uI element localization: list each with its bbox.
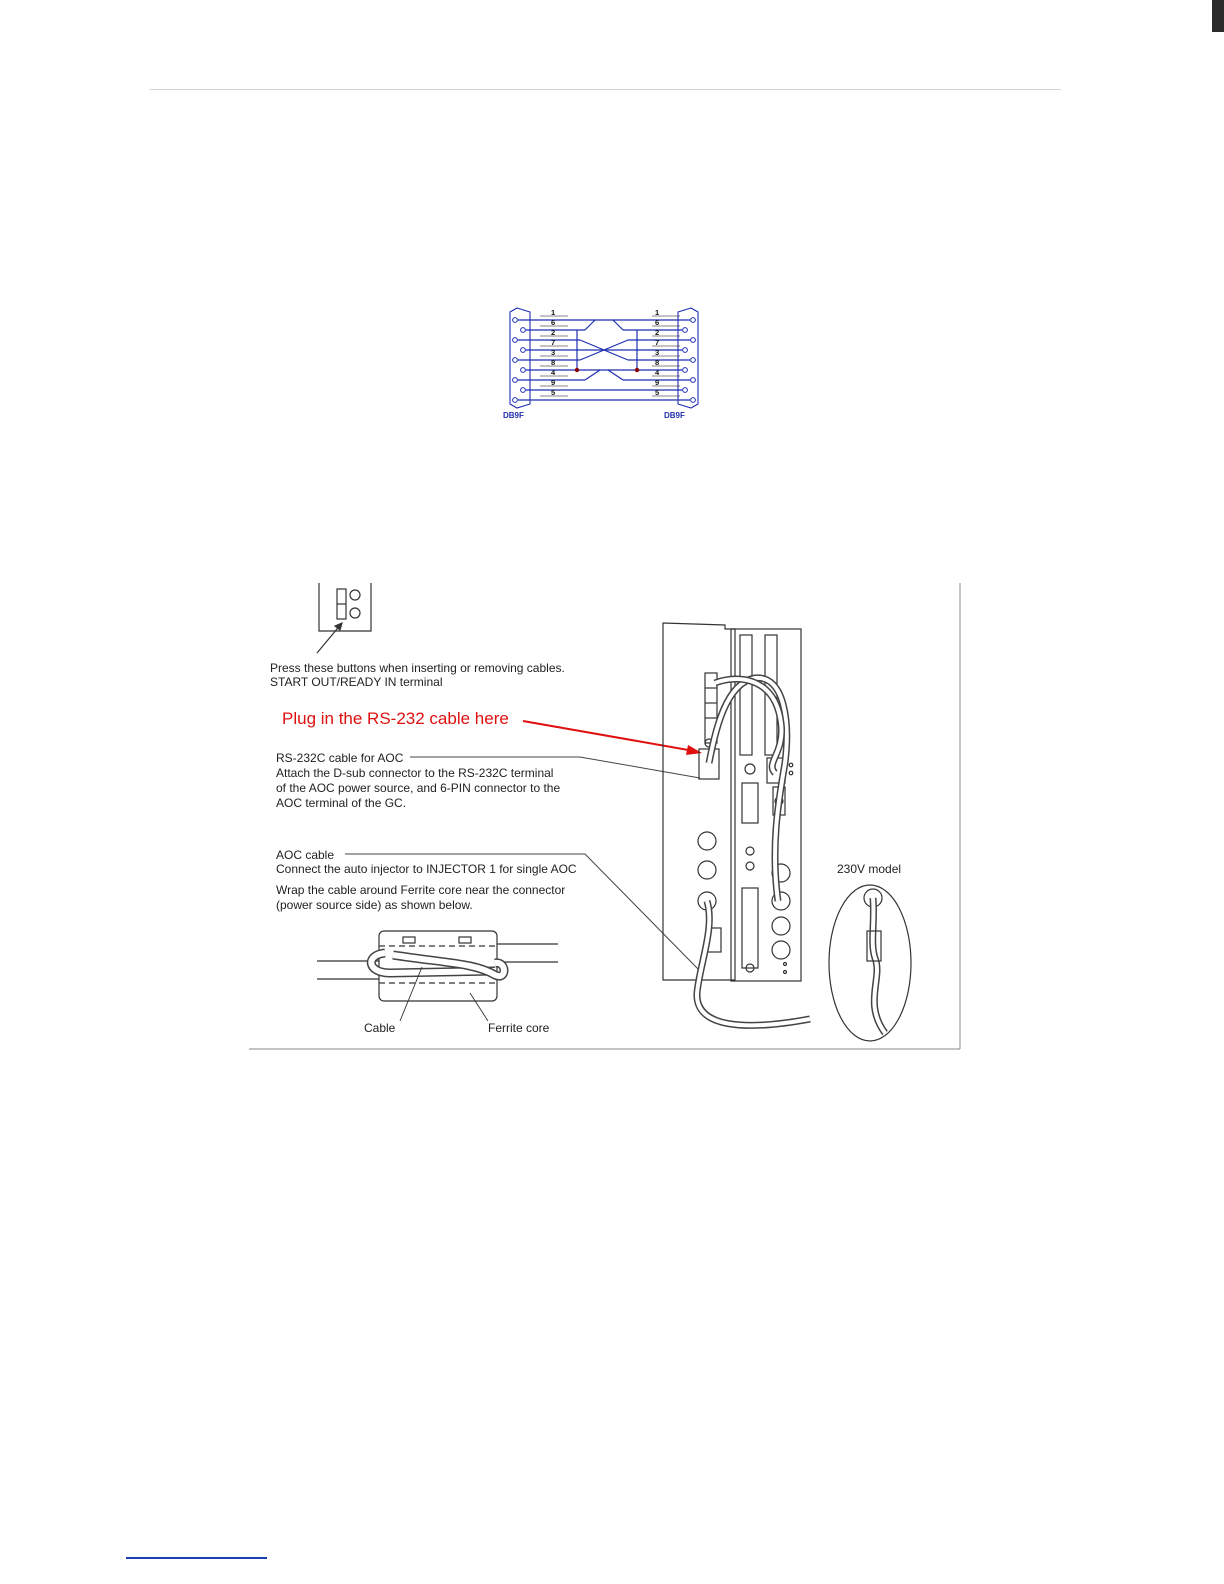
- buttons-note-line2: START OUT/READY IN terminal: [270, 675, 443, 689]
- left-connector-label: DB9F: [503, 411, 524, 420]
- right-pin-label: 4: [655, 368, 660, 377]
- left-pin-label: 4: [551, 368, 556, 377]
- header-rule: [150, 89, 1061, 90]
- gc-cable-installation-diagram: [245, 583, 965, 1051]
- buttons-note-line1: Press these buttons when inserting or removing cables.: [270, 661, 565, 675]
- right-pin-label: 3: [655, 348, 660, 357]
- wrap-line2: (power source side) as shown below.: [276, 898, 473, 912]
- left-pin-label: 8: [551, 358, 556, 367]
- wrap-line1: Wrap the cable around Ferrite core near the connector: [276, 883, 566, 897]
- right-pin-label: 2: [655, 328, 660, 337]
- cable-label: Cable: [364, 1021, 396, 1035]
- left-pin-label: 7: [551, 338, 556, 347]
- aoc-line1: Connect the auto injector to INJECTOR 1 for single AOC: [276, 862, 577, 876]
- db9-null-modem-diagram: [495, 300, 725, 425]
- right-pin-label: 8: [655, 358, 660, 367]
- right-pin-label: 1: [655, 308, 660, 317]
- 230v-model-inset: [829, 885, 911, 1041]
- right-pin-label: 6: [655, 318, 660, 327]
- rs232-title: RS-232C cable for AOC: [276, 751, 404, 765]
- right-connector-label: DB9F: [664, 411, 685, 420]
- left-pin-label: 1: [551, 308, 556, 317]
- footer-link-underline[interactable]: [126, 1557, 267, 1559]
- rs232-line2: of the AOC power source, and 6-PIN connector to the: [276, 781, 561, 795]
- ferrite-core-label: Ferrite core: [488, 1021, 550, 1035]
- release-buttons-detail: [317, 583, 371, 653]
- bookmark-icon: [1212, 0, 1224, 32]
- ferrite-core-detail: [317, 931, 558, 1021]
- plug-callout: Plug in the RS-232 cable here: [282, 709, 509, 728]
- left-pin-label: 2: [551, 328, 556, 337]
- left-pin-label: 6: [551, 318, 556, 327]
- aoc-title: AOC cable: [276, 848, 335, 862]
- left-pin-label: 9: [551, 378, 556, 387]
- left-pin-label: 3: [551, 348, 556, 357]
- right-pin-label: 5: [655, 388, 660, 397]
- rs232-line3: AOC terminal of the GC.: [276, 796, 407, 810]
- model-label: 230V model: [837, 862, 902, 876]
- rs232-line1: Attach the D-sub connector to the RS-232C terminal: [276, 766, 554, 780]
- right-pin-label: 9: [655, 378, 660, 387]
- right-pin-label: 7: [655, 338, 660, 347]
- left-pin-label: 5: [551, 388, 556, 397]
